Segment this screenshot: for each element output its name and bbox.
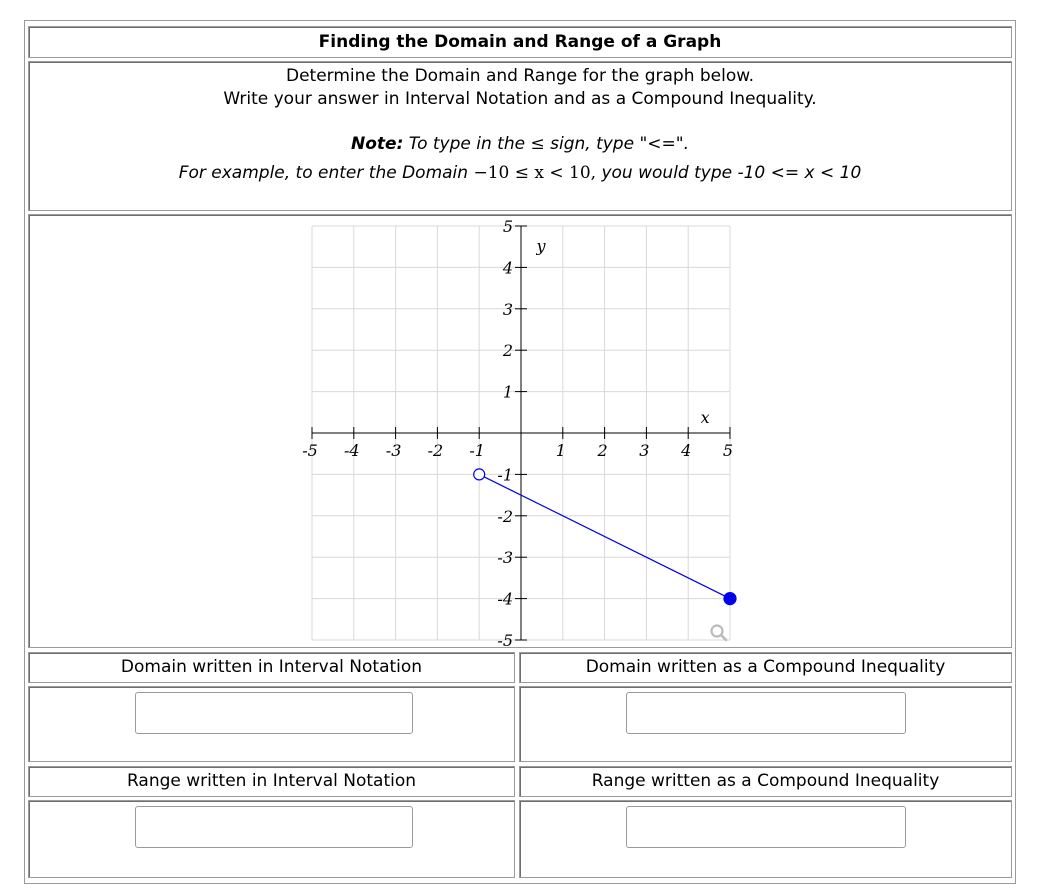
note-text-a: To type in the bbox=[408, 134, 526, 154]
x-tick-label: -4 bbox=[344, 441, 360, 460]
domain-interval-label: Domain written in Interval Notation bbox=[120, 657, 423, 677]
y-tick-label: -1 bbox=[497, 465, 513, 485]
open-endpoint bbox=[474, 469, 485, 480]
x-tick-label: -5 bbox=[302, 441, 318, 460]
x-tick-label: 1 bbox=[555, 441, 566, 460]
x-tick-label: 3 bbox=[639, 441, 650, 460]
domain-interval-input[interactable] bbox=[135, 692, 413, 734]
magnifier-icon[interactable] bbox=[712, 626, 727, 641]
x-tick-label: 2 bbox=[597, 441, 608, 460]
range-interval-input-cell bbox=[28, 800, 515, 878]
y-tick-label: 4 bbox=[502, 258, 513, 278]
y-tick-label: -4 bbox=[497, 589, 513, 609]
example-math: −10 ≤ x < 10, bbox=[473, 163, 597, 183]
range-interval-label-cell bbox=[28, 766, 515, 797]
range-inequality-label: Range written as a Compound Inequality bbox=[591, 771, 940, 791]
y-tick-label: 3 bbox=[502, 299, 513, 319]
graph-cell bbox=[28, 214, 1012, 648]
domain-inequality-input[interactable] bbox=[626, 692, 906, 734]
example-line bbox=[29, 159, 1011, 188]
range-interval-label: Range written in Interval Notation bbox=[126, 771, 417, 791]
example-text-b: you would type -10 <= x < 10 bbox=[601, 163, 862, 183]
coordinate-graph[interactable] bbox=[29, 215, 1013, 649]
y-tick-label: 5 bbox=[502, 217, 513, 236]
y-tick-label: -5 bbox=[497, 631, 513, 649]
instructions-cell bbox=[28, 61, 1012, 211]
y-tick-label: 2 bbox=[502, 341, 513, 361]
domain-inequality-input-cell bbox=[519, 686, 1012, 762]
range-inequality-input[interactable] bbox=[626, 806, 906, 848]
page-title: Finding the Domain and Range of a Graph bbox=[318, 32, 722, 52]
y-axis-label: y bbox=[536, 236, 546, 256]
instruction-line-1: Determine the Domain and Range for the graph below. bbox=[286, 66, 754, 86]
x-axis-label: x bbox=[700, 408, 710, 427]
range-inequality-label-cell bbox=[519, 766, 1012, 797]
y-tick-label: 1 bbox=[502, 382, 513, 402]
y-tick-label: -2 bbox=[497, 506, 513, 526]
note-symbol: ≤ bbox=[530, 134, 545, 154]
title-cell bbox=[28, 26, 1012, 58]
axes bbox=[312, 226, 730, 640]
domain-interval-input-cell bbox=[28, 686, 515, 762]
x-tick-label: -2 bbox=[427, 441, 444, 460]
domain-inequality-label-cell bbox=[519, 652, 1012, 683]
note-line bbox=[29, 130, 1011, 159]
closed-endpoint bbox=[724, 593, 736, 605]
note-text-b: sign, type "<=". bbox=[550, 134, 689, 154]
x-tick-label: -3 bbox=[385, 441, 402, 460]
domain-interval-label-cell bbox=[28, 652, 515, 683]
instruction-line-2: Write your answer in Interval Notation and as a Compound Inequality. bbox=[223, 89, 817, 109]
x-tick-label: -1 bbox=[469, 441, 485, 460]
domain-inequality-label: Domain written as a Compound Inequality bbox=[585, 657, 946, 677]
y-tick-label: -3 bbox=[497, 548, 513, 568]
note-label: Note: bbox=[351, 134, 404, 154]
range-interval-input[interactable] bbox=[135, 806, 413, 848]
range-inequality-input-cell bbox=[519, 800, 1012, 878]
x-tick-label: 4 bbox=[681, 441, 692, 460]
example-text-a: For example, to enter the Domain bbox=[178, 163, 469, 183]
x-tick-label: 5 bbox=[722, 441, 734, 460]
